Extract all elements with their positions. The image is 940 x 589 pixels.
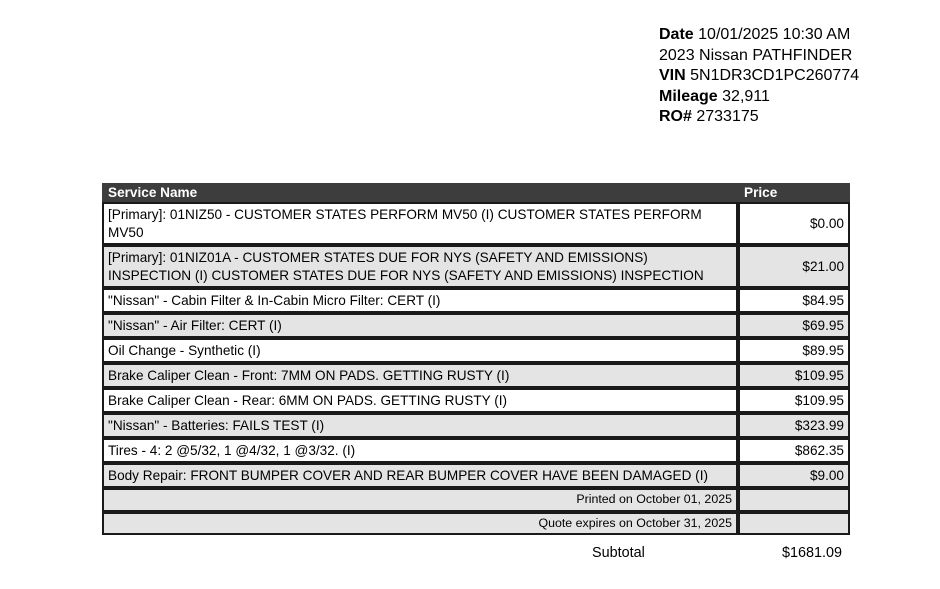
services-table <box>102 183 850 535</box>
table-row <box>102 388 850 413</box>
vin-value: 5N1DR3CD1PC260774 <box>690 67 860 85</box>
service-price-cell: $89.95 <box>738 338 850 363</box>
service-price-cell: $109.95 <box>738 363 850 388</box>
service-price-cell: $109.95 <box>738 388 850 413</box>
service-name-cell: [Primary]: 01NIZ01A - CUSTOMER STATES DUE FOR NYS (SAFETY AND EMISSIONS) INSPECTION (I) CUSTOMER STATES DUE FOR NYS (SAFETY AND EMISSIONS) INSPECTION <box>102 245 738 288</box>
printed-on-text: Printed on October 01, 2025 <box>102 488 738 512</box>
service-name-cell: "Nissan" - Batteries: FAILS TEST (I) <box>102 413 738 438</box>
ro-value: 2733175 <box>696 108 759 126</box>
mileage-value: 32,911 <box>722 87 770 105</box>
service-price-cell: $69.95 <box>738 313 850 338</box>
quote-expires-text: Quote expires on October 31, 2025 <box>102 512 738 536</box>
service-price-cell: $862.35 <box>738 438 850 463</box>
ro-label: RO# <box>659 108 692 126</box>
service-name-cell: [Primary]: 01NIZ50 - CUSTOMER STATES PERFORM MV50 (I) CUSTOMER STATES PERFORM MV50 <box>102 202 738 245</box>
table-row <box>102 202 850 245</box>
service-name-cell: "Nissan" - Air Filter: CERT (I) <box>102 313 738 338</box>
mileage-line <box>659 87 859 108</box>
service-price-cell: $9.00 <box>738 463 850 488</box>
empty-price-cell <box>738 488 850 512</box>
vin-line <box>659 66 859 87</box>
service-price-cell: $323.99 <box>738 413 850 438</box>
table-row <box>102 363 850 388</box>
empty-price-cell <box>738 512 850 536</box>
service-name-cell: Brake Caliper Clean - Front: 7MM ON PADS. GETTING RUSTY (I) <box>102 363 738 388</box>
service-name-cell: Brake Caliper Clean - Rear: 6MM ON PADS. GETTING RUSTY (I) <box>102 388 738 413</box>
service-name-cell: Tires - 4: 2 @5/32, 1 @4/32, 1 @3/32. (I) <box>102 438 738 463</box>
service-name-cell: "Nissan" - Cabin Filter & In-Cabin Micro Filter: CERT (I) <box>102 288 738 313</box>
table-row <box>102 463 850 488</box>
service-name-header: Service Name <box>102 183 738 202</box>
service-name-cell: Body Repair: FRONT BUMPER COVER AND REAR BUMPER COVER HAVE BEEN DAMAGED (I) <box>102 463 738 488</box>
date-line <box>659 25 859 46</box>
service-price-cell: $21.00 <box>738 245 850 288</box>
table-row <box>102 245 850 288</box>
table-row <box>102 338 850 363</box>
service-name-cell: Oil Change - Synthetic (I) <box>102 338 738 363</box>
table-row <box>102 413 850 438</box>
subtotal-value: $1681.09 <box>782 545 843 561</box>
table-row <box>102 313 850 338</box>
mileage-label: Mileage <box>659 87 718 105</box>
ro-line <box>659 107 859 128</box>
vehicle-info-block <box>659 25 859 128</box>
service-price-cell: $84.95 <box>738 288 850 313</box>
printed-on-row <box>102 488 850 512</box>
table-header-row <box>102 183 850 202</box>
vin-label: VIN <box>659 67 686 85</box>
quote-expires-row <box>102 512 850 536</box>
subtotal-label: Subtotal <box>592 545 645 561</box>
vehicle-name: 2023 Nissan PATHFINDER <box>659 46 853 64</box>
date-label: Date <box>659 26 694 43</box>
date-value: 10/01/2025 10:30 AM <box>698 26 851 43</box>
service-price-cell: $0.00 <box>738 202 850 245</box>
table-row <box>102 438 850 463</box>
table-row <box>102 288 850 313</box>
price-header: Price <box>738 183 850 202</box>
